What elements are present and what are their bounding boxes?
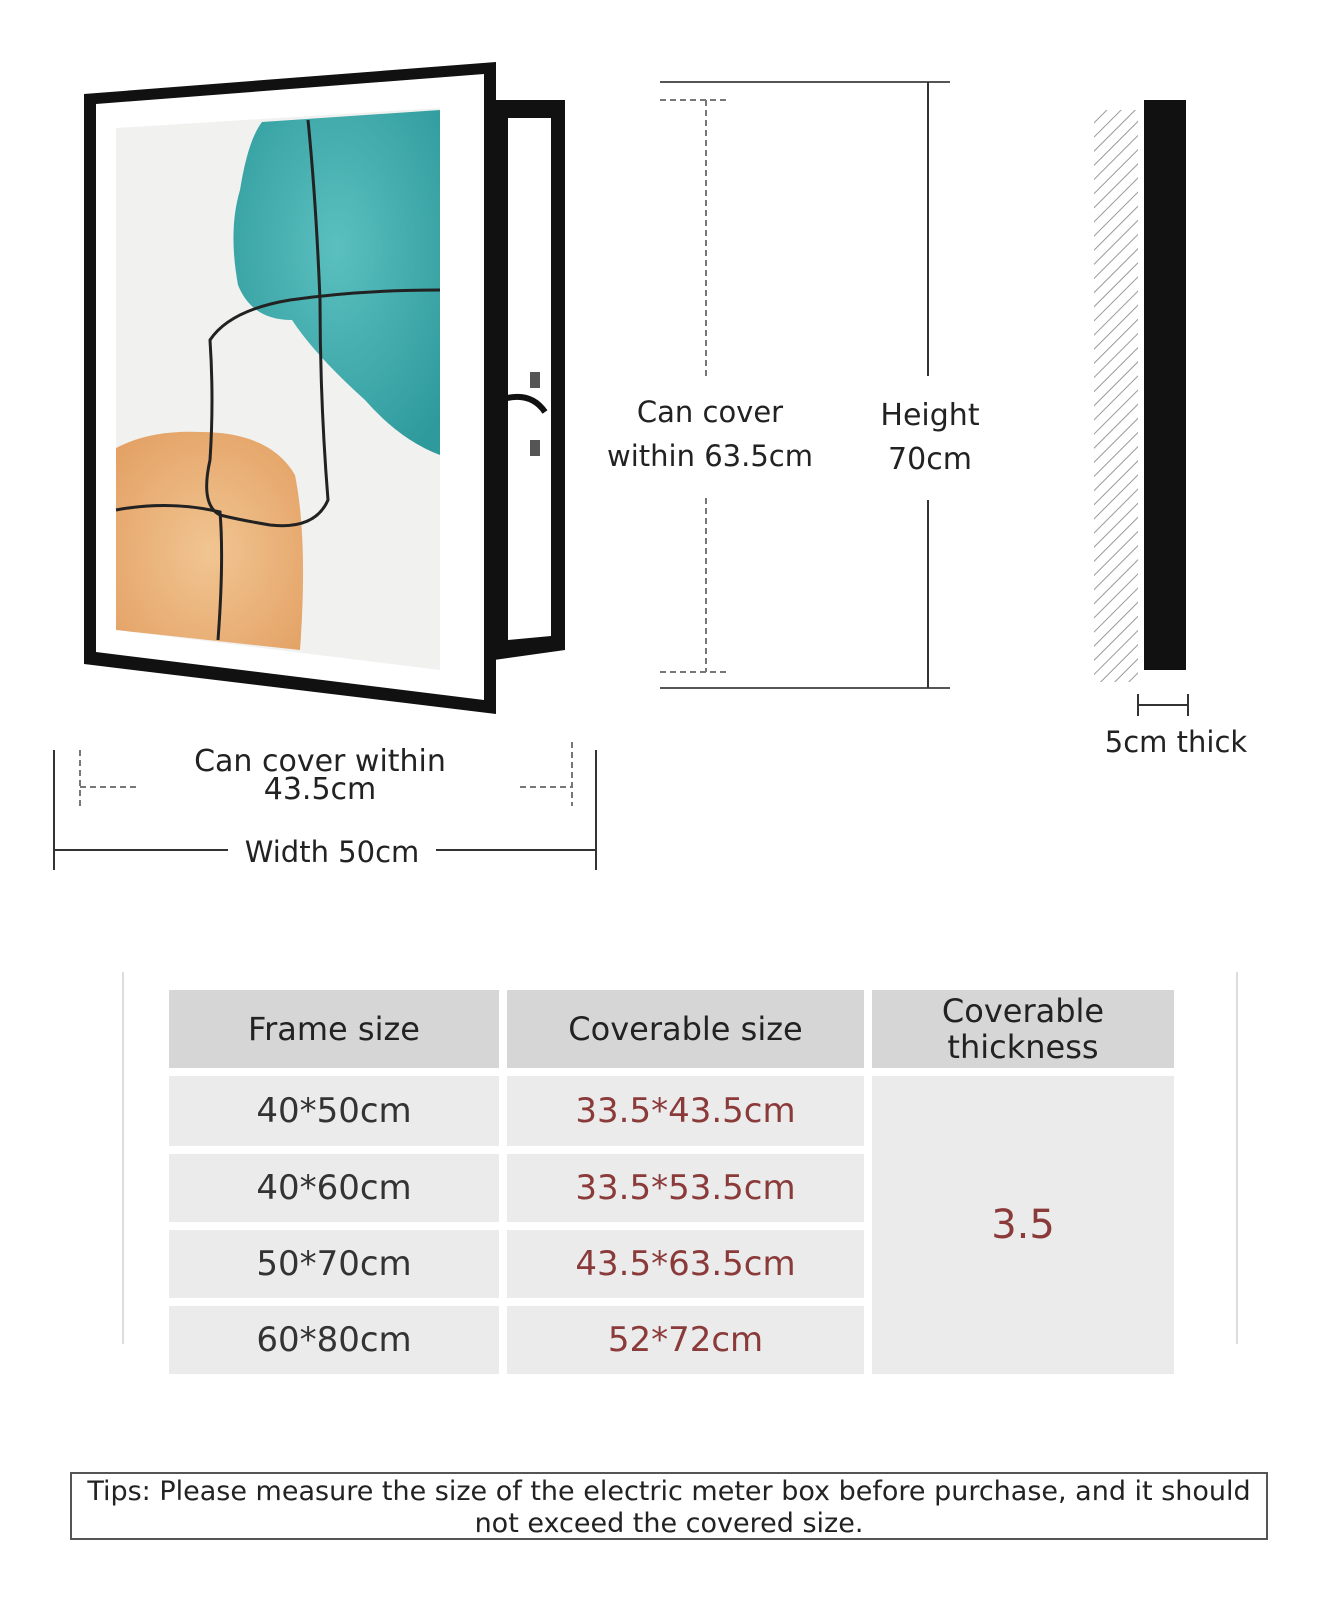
thickness-value: 3.5 [872, 1076, 1174, 1374]
cover-height-label: Can cover within 63.5cm [607, 395, 813, 473]
header-coverable-thickness: Coverable thickness [872, 990, 1174, 1068]
header-coverable-size: Coverable size [507, 990, 864, 1068]
table-right-border [1236, 972, 1238, 1344]
table-row-cover: 33.5*43.5cm [507, 1076, 864, 1146]
table-row-frame: 40*50cm [169, 1076, 499, 1146]
width-label: Width 50cm [244, 835, 420, 869]
side-profile [1094, 100, 1188, 716]
frame-back-panel [494, 100, 565, 660]
table-row-frame: 40*60cm [169, 1154, 499, 1222]
header-frame-size: Frame size [169, 990, 499, 1068]
cover-height-dimension [660, 100, 730, 672]
height-label: Height 70cm [880, 398, 980, 477]
table-row-frame: 60*80cm [169, 1306, 499, 1374]
thickness-label: 5cm thick [1104, 725, 1248, 759]
tips-note: Tips: Please measure the size of the electric meter box before purchase, and it should not exceed the covered size. [70, 1472, 1268, 1540]
table-row-cover: 52*72cm [507, 1306, 864, 1374]
table-row-cover: 33.5*53.5cm [507, 1154, 864, 1222]
table-left-border [122, 972, 124, 1344]
table-row-cover: 43.5*63.5cm [507, 1230, 864, 1298]
cover-width-label: Can cover within 43.5cm [194, 744, 446, 807]
height-dimension [660, 82, 950, 688]
table-row-frame: 50*70cm [169, 1230, 499, 1298]
frame-front [84, 62, 496, 714]
